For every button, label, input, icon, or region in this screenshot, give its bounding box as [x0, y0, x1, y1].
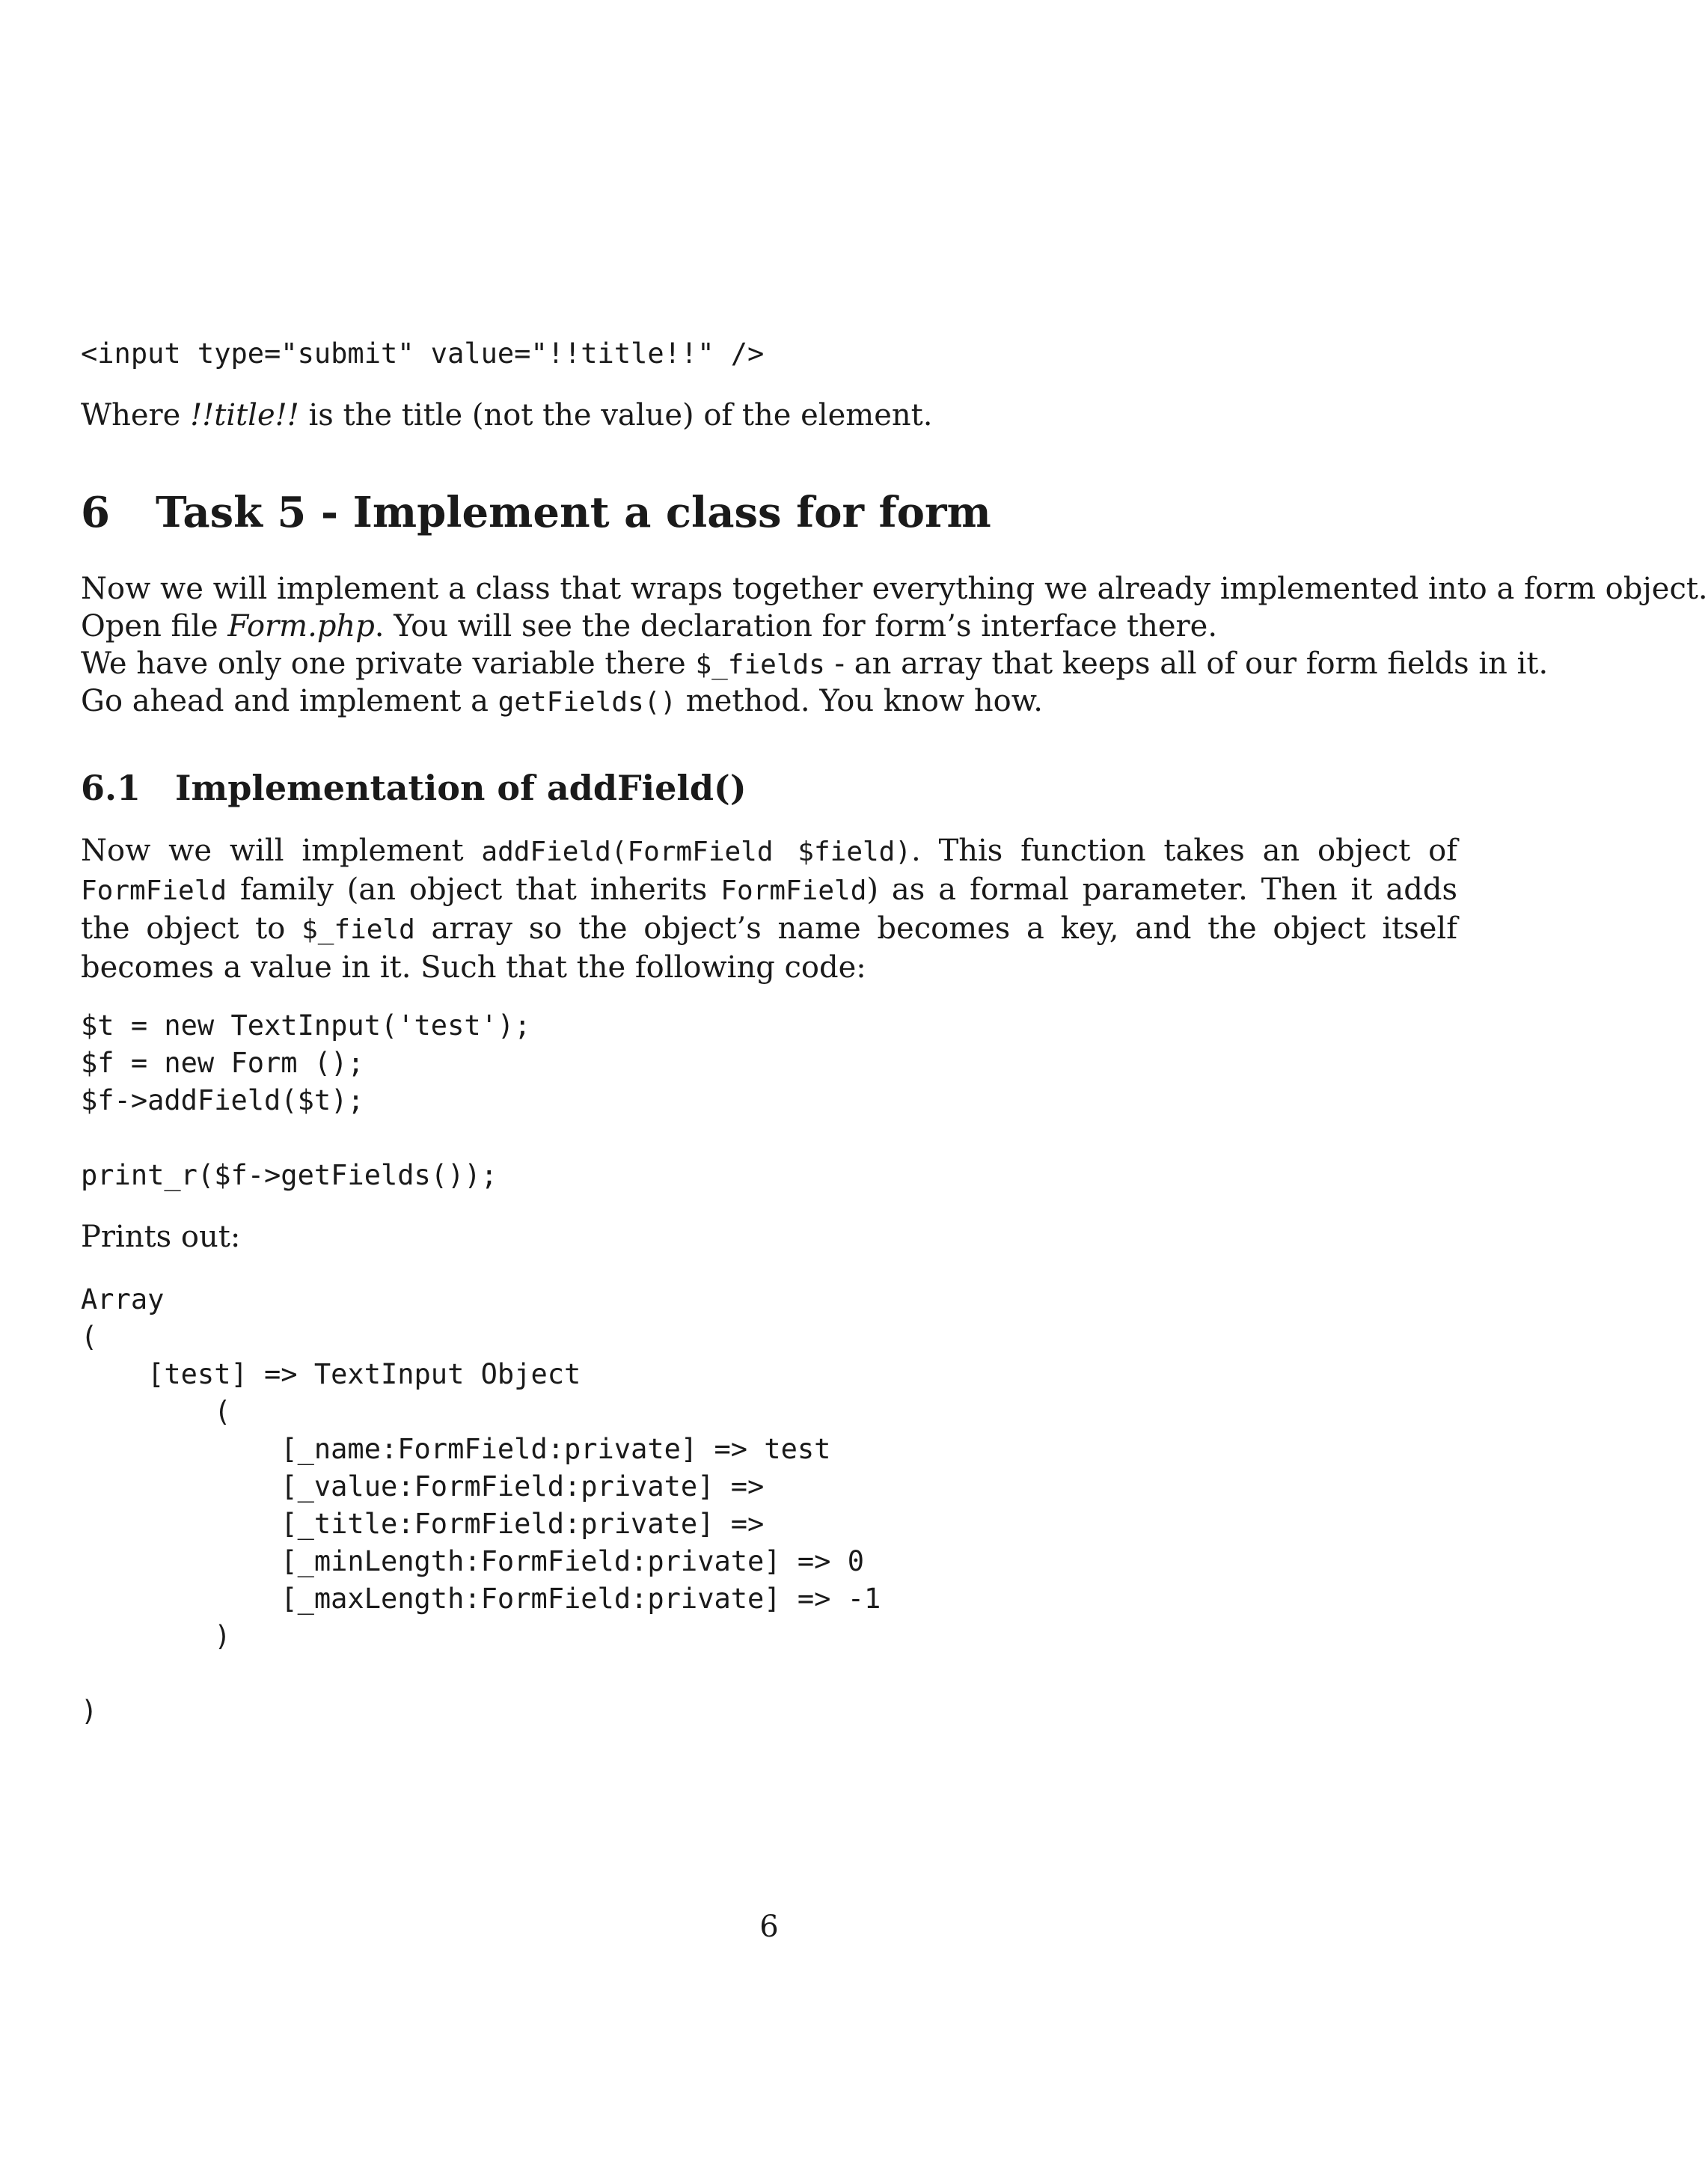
para-text-2: . This function takes an object of — [911, 834, 1457, 868]
output-line: ( — [81, 1396, 231, 1428]
line-4-text-after: method. You know how. — [676, 684, 1043, 718]
fields-variable-code: $_fields — [695, 650, 825, 680]
line-2-text-after: . You will see the declaration for form’s interface there. — [374, 609, 1218, 644]
prints-out-label: Prints out: — [81, 1220, 241, 1254]
output-line: [test] => TextInput Object — [81, 1358, 581, 1390]
output-line: [_minLength:FormField:private] => 0 — [81, 1545, 864, 1577]
output-line: Array — [81, 1283, 165, 1315]
where-paragraph — [81, 397, 1457, 434]
para-text-4: ) as a formal parameter. Then it adds the object to — [81, 872, 1457, 946]
document-page — [81, 0, 1708, 2167]
section-6-line-4 — [81, 682, 1457, 721]
para-text-5: array so the object’s name becomes a key, and the object itself becomes a value in it. Such that the following code: — [81, 911, 1458, 985]
para-text-1: Now we will implement — [81, 834, 482, 868]
where-term: !!title!! — [190, 398, 299, 433]
line-3-text-before: We have only one private variable there — [81, 647, 696, 681]
line-2-text-before: Open file — [81, 609, 228, 644]
line-4-text-before: Go ahead and implement a — [81, 684, 498, 718]
output-line: ) — [81, 1620, 231, 1652]
formfield-code-2: FormField — [720, 875, 867, 906]
section-6-heading — [81, 486, 991, 539]
page-number: 6 — [759, 1910, 779, 1944]
output-line: [_value:FormField:private] => — [81, 1470, 765, 1503]
section-6-line-1: Now we will implement a class that wraps together everything we already implemented into a form object. — [81, 572, 1708, 606]
output-line: [_title:FormField:private] => — [81, 1508, 765, 1540]
code-input-submit: <input type="submit" value="!!title!!" /> — [81, 337, 765, 370]
addfield-signature-code: addField(FormField $field) — [481, 837, 912, 867]
formfield-code-1: FormField — [81, 875, 227, 906]
output-line: [_name:FormField:private] => test — [81, 1433, 831, 1465]
section-6-line-2 — [81, 608, 1457, 645]
section-6-title: Task 5 - Implement a class for form — [156, 488, 991, 537]
line-3-text-after: - an array that keeps all of our form fields in it. — [824, 647, 1549, 681]
section-6-number: 6 — [81, 488, 110, 537]
code-line: $f->addField($t); — [81, 1084, 364, 1116]
field-array-code: $_field — [301, 914, 415, 945]
section-6-1-paragraph — [81, 832, 1457, 986]
output-line: [_maxLength:FormField:private] => -1 — [81, 1583, 881, 1615]
section-6-1-title: Implementation of addField() — [175, 768, 747, 808]
code-line: $t = new TextInput('test'); — [81, 1009, 531, 1042]
section-6-1-number: 6.1 — [81, 768, 141, 808]
output-line: ( — [81, 1321, 98, 1353]
para-text-3: family (an object that inherits — [227, 872, 721, 907]
output-line: ) — [81, 1695, 98, 1727]
where-text-before: Where — [81, 398, 191, 433]
form-php-file: Form.php — [227, 609, 375, 644]
section-6-1-heading — [81, 766, 747, 810]
code-line-print-r: print_r($f->getFields()); — [81, 1159, 498, 1191]
section-6-line-3 — [81, 645, 1549, 684]
where-text-after: is the title (not the value) of the element. — [299, 398, 933, 433]
getfields-method-code: getFields() — [498, 687, 677, 718]
code-line: $f = new Form (); — [81, 1047, 364, 1079]
